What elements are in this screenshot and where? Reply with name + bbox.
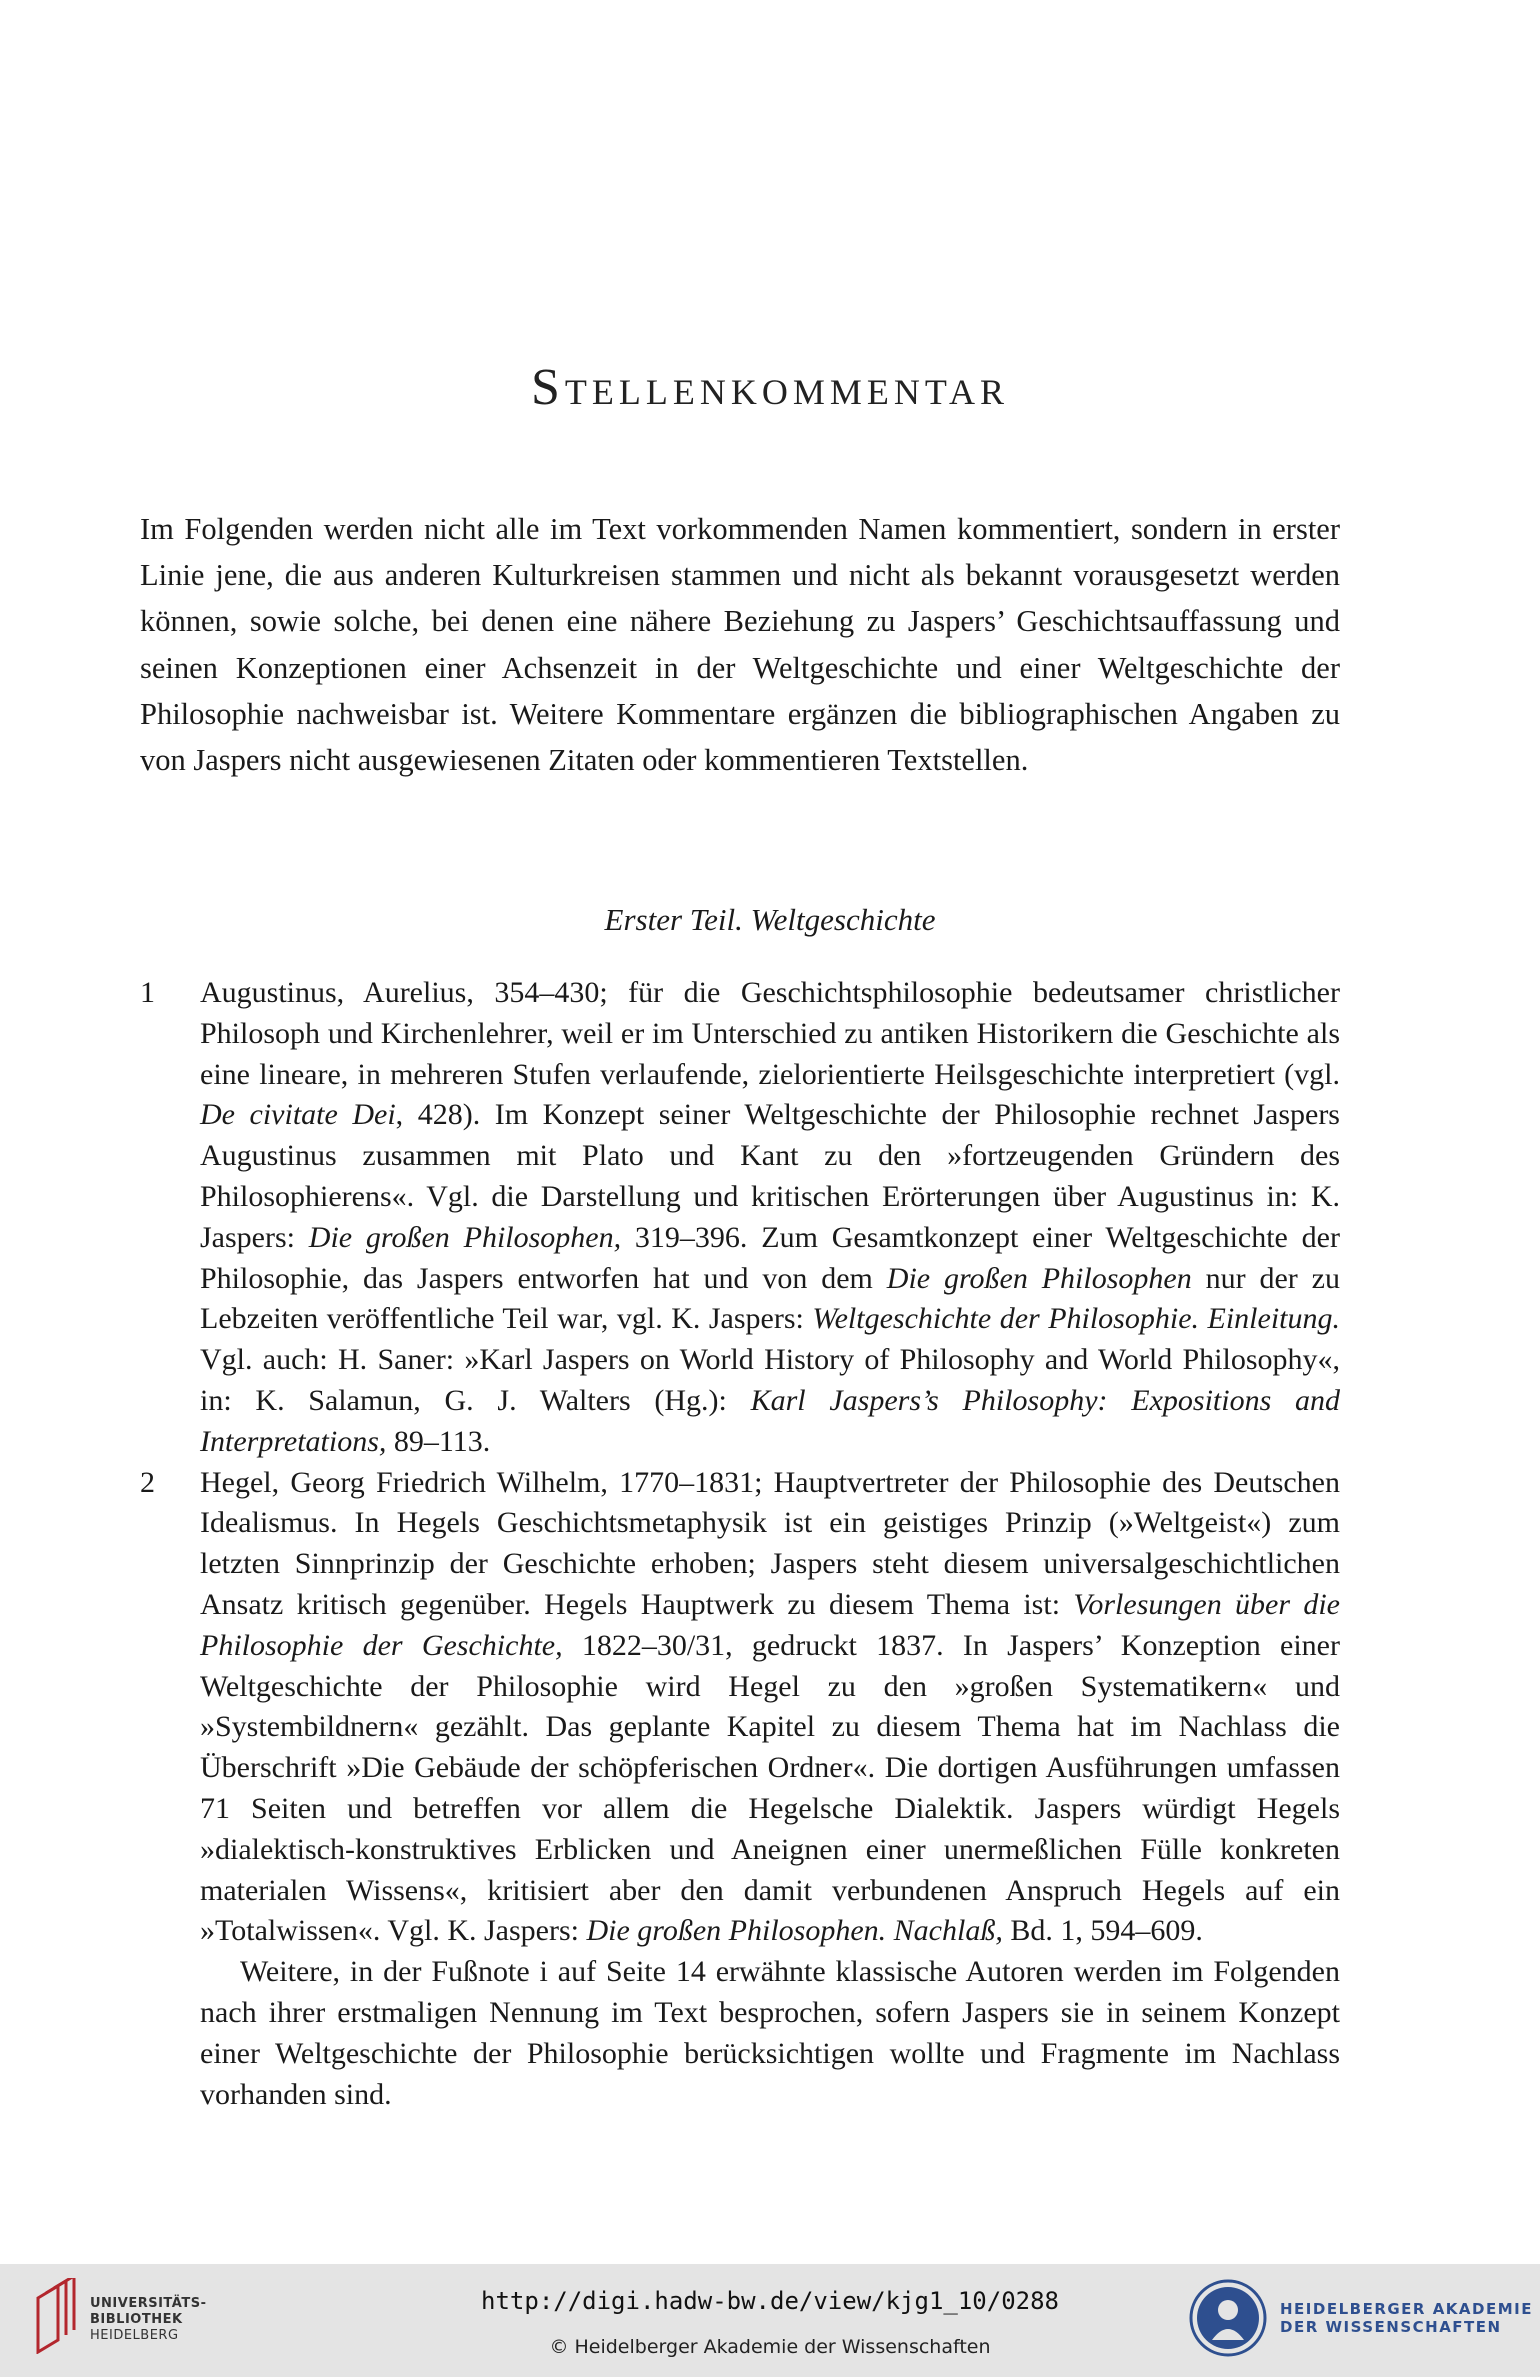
note-text: nur der zu Lebzeiten veröffentliche Teil war, vgl. K. Jaspers: bbox=[200, 1261, 1340, 1336]
work-title: Vorlesungen über die Philosophie der Geschichte, bbox=[200, 1587, 1340, 1662]
note-text: Hegel, Georg Friedrich Wilhelm, 1770–1831; Hauptvertreter der Philosophie des Deutschen Idealismus. In Hegels Geschichtsmetaphysik ist ein geistiges Prinzip (»Weltgeist«) zum letzten Sinnprinzip der Geschichte erhoben; Jaspers steht diesem universalgeschichtlichen Ansatz kritisch gegenüber. Hegels Hauptwerk zu diesem Thema ist: bbox=[200, 1465, 1340, 1621]
note-text: 89–113. bbox=[386, 1424, 491, 1458]
intro-paragraph: Im Folgenden werden nicht alle im Text vorkommenden Namen kommentiert, sondern in erster Linie jene, die aus anderen Kulturkreisen stammen und nicht als bekannt vorausgesetzt werden können, sowie solche, bei denen eine nähere Beziehung zu Jaspers’ Geschichtsauffassung und seinen Konzeptionen einer Achsenzeit in der Weltgeschichte und einer Weltgeschichte der Philosophie nachweisbar ist. Weitere Kommentare ergänzen die bibliographischen Angaben zu von Jaspers nicht ausgewiesenen Zitaten oder kommentieren Textstellen. bbox=[140, 512, 1340, 778]
note-text: 319–396. Zum Gesamtkonzept einer Weltgeschichte der Philosophie, das Jaspers entworfen hat und von dem bbox=[200, 1220, 1340, 1295]
academy-line: HEIDELBERGER AKADEMIE bbox=[1280, 2300, 1533, 2318]
continuation-paragraph: Weitere, in der Fußnote i auf Seite 14 erwähnte klassische Autoren werden im Folgenden nach ihrer erstmaligen Nennung im Text besprochen, sofern Jaspers sie in seinem Konzept einer Weltgeschichte der Philosophie berücksichtigen wollte und Fragmente im Nachlass vorhanden sind. bbox=[200, 1955, 1340, 2111]
note-text: Bd. 1, 594–609. bbox=[1002, 1914, 1203, 1948]
ub-line: HEIDELBERG bbox=[90, 2328, 179, 2343]
note-2 bbox=[140, 1463, 1340, 1953]
work-title: Die großen Philosophen. Nachlaß, bbox=[586, 1914, 1003, 1948]
page-title: Stellenkommentar bbox=[531, 359, 1009, 416]
note-text: , 428). Im Konzept seiner Weltgeschichte der Philosophie rechnet Jaspers Augustinus zusammen mit Plato und Kant zu den »fortzeugenden Gründern des Philosophierens«. Vgl. die Darstellung und kritischen Erörterungen über Augustinus in: K. Jaspers: bbox=[200, 1098, 1340, 1254]
note-text: 1822–30/31, gedruckt 1837. In Jaspers’ Konzeption einer Weltgeschichte der Philosophie wird Hegel zu den »großen Systematikern« und »Systembildnern« gezählt. Das geplante Kapitel zu diesem Thema hat im Nachlass die Überschrift »Die Gebäude der schöpferischen Ordner«. Die dortigen Ausführungen umfassen 71 Seiten und betreffen vor allem die Hegelsche Dialektik. Jaspers würdigt Hegels »dialektisch-konstruktives Erblicken und Aneignen einer unermeßlichen Fülle konkreten materialen Wissens«, kritisiert aber den damit verbundenen Anspruch Hegels auf ein »Totalwissen«. Vgl. K. Jaspers: bbox=[200, 1628, 1340, 1948]
note-1 bbox=[140, 973, 1340, 1463]
work-title: De civitate Dei bbox=[200, 1098, 396, 1132]
note-text: Vgl. auch: H. Saner: »Karl Jaspers on World History of Philosophy and World Philosophy«, in: K. Salamun, G. J. Walters (Hg.): bbox=[200, 1343, 1340, 1417]
work-title: Die großen Philosophen bbox=[886, 1261, 1192, 1295]
ub-line: UNIVERSITÄTS- bbox=[90, 2296, 207, 2311]
copyright-notice: © Heidelberger Akademie der Wissenschaften bbox=[549, 2336, 991, 2358]
note-text: Augustinus, Aurelius, 354–430; für die Geschichtsphilosophie bedeutsamer christlicher Philosoph und Kirchenlehrer, weil er im Unterschied zu antiken Historikern die Geschichte als eine lineare, in mehreren Stufen verlaufende, zielorientierte Heilsgeschichte interpretiert (vgl. bbox=[200, 976, 1340, 1091]
note-number: 1 bbox=[140, 976, 155, 1009]
work-title: Karl Jaspers’s Philosophy: Expositions and Interpretations, bbox=[200, 1383, 1340, 1458]
permalink-url[interactable]: http://digi.hadw-bw.de/view/kjg1_10/0288 bbox=[481, 2287, 1059, 2315]
commentary-notes bbox=[140, 973, 1340, 2115]
section-title: Erster Teil. Weltgeschichte bbox=[604, 902, 936, 937]
work-title: Weltgeschichte der Philosophie. Einleitung. bbox=[812, 1302, 1340, 1336]
academy-line: DER WISSENSCHAFTEN bbox=[1280, 2318, 1502, 2336]
academy-seal-icon bbox=[1188, 2278, 1268, 2358]
viewer-footer bbox=[0, 2264, 1540, 2377]
academy-name bbox=[1280, 2300, 1533, 2336]
work-title: Die großen Philosophen, bbox=[308, 1220, 622, 1254]
note-number: 2 bbox=[140, 1465, 155, 1499]
ub-line: BIBLIOTHEK bbox=[90, 2312, 183, 2327]
